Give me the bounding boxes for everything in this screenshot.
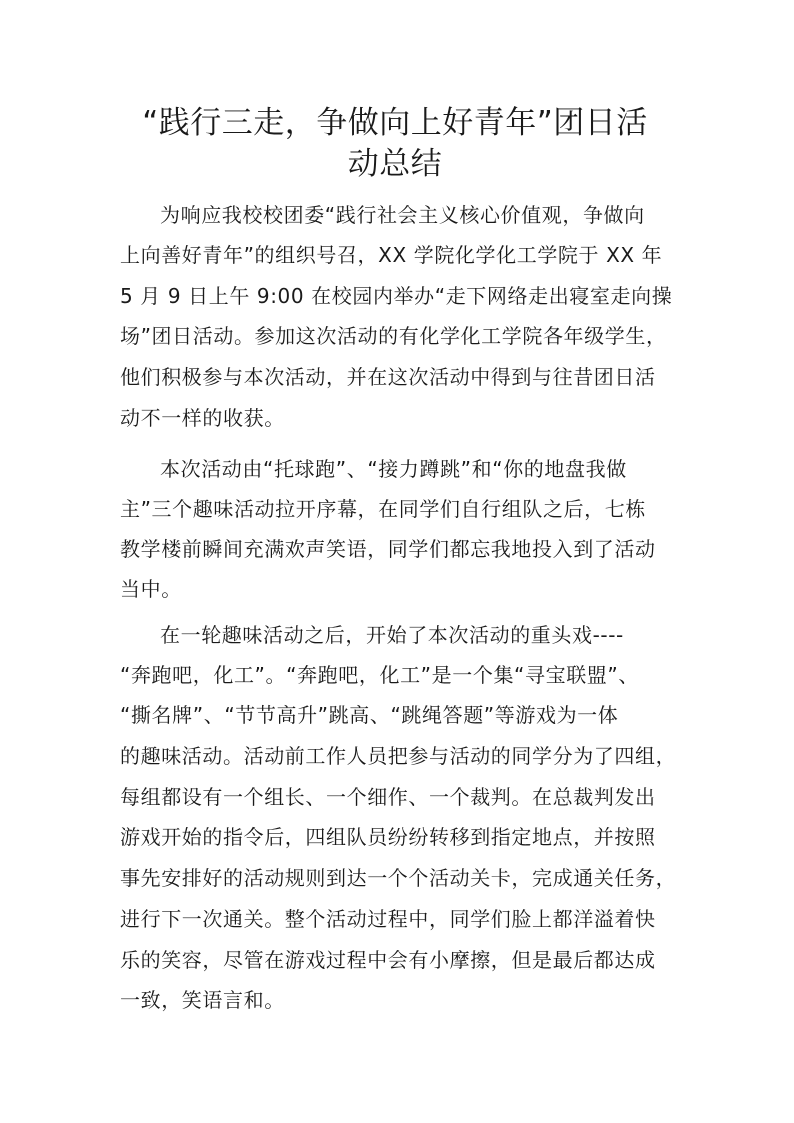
- paragraph-line: 教学楼前瞬间充满欢声笑语，同学们都忘我地投入到了活动: [120, 537, 656, 561]
- paragraph-line: “奔跑吧，化工”。“奔跑吧，化工”是一个集“寻宝联盟”、: [120, 663, 639, 687]
- paragraph-line: 5 月 9 日上午 9:00 在校园内举办“走下网络走出寝室走向操: [120, 284, 673, 308]
- paragraph-line: 每组都设有一个组长、一个细作、一个裁判。在总裁判发出: [120, 785, 656, 809]
- paragraph-line: “撕名牌”、“节节高升”跳高、“跳绳答题”等游戏为一体: [120, 703, 619, 727]
- paragraph-line: 乐的笑容，尽管在游戏过程中会有小摩擦，但是最后都达成: [120, 948, 656, 972]
- paragraph-line: 动不一样的收获。: [120, 406, 285, 430]
- paragraph-line: 场”团日活动。参加这次活动的有化学化工学院各年级学生，: [120, 324, 667, 348]
- paragraph-line: 的趣味活动。活动前工作人员把参与活动的同学分为了四组，: [120, 744, 677, 768]
- paragraph-line: 一致，笑语言和。: [120, 988, 285, 1012]
- paragraph-line: 上向善好青年”的组织号召，XX 学院化学化工学院于 XX 年: [120, 243, 663, 267]
- paragraph-line: 进行下一次通关。整个活动过程中，同学们脸上都洋溢着快: [120, 907, 656, 931]
- paragraph-line: 为响应我校校团委“践行社会主义核心价值观，争做向: [160, 203, 645, 227]
- paragraph-line: 当中。: [120, 577, 182, 601]
- paragraph-line: 他们积极参与本次活动，并在这次活动中得到与往昔团日活: [120, 365, 656, 389]
- paragraph-line: 主”三个趣味活动拉开序幕，在同学们自行组队之后，七栋: [120, 497, 646, 521]
- paragraph-line: 游戏开始的指令后，四组队员纷纷转移到指定地点，并按照: [120, 825, 656, 849]
- document-title-line-1: “践行三走，争做向上好青年”团日活: [142, 105, 648, 141]
- paragraph-line: 本次活动由“托球跑”、“接力蹲跳”和“你的地盘我做: [160, 457, 627, 481]
- paragraph-line: 事先安排好的活动规则到达一个个活动关卡，完成通关任务，: [120, 866, 677, 890]
- document-title-line-2: 动总结: [347, 146, 443, 182]
- paragraph-line: 在一轮趣味活动之后，开始了本次活动的重头戏----: [160, 623, 624, 647]
